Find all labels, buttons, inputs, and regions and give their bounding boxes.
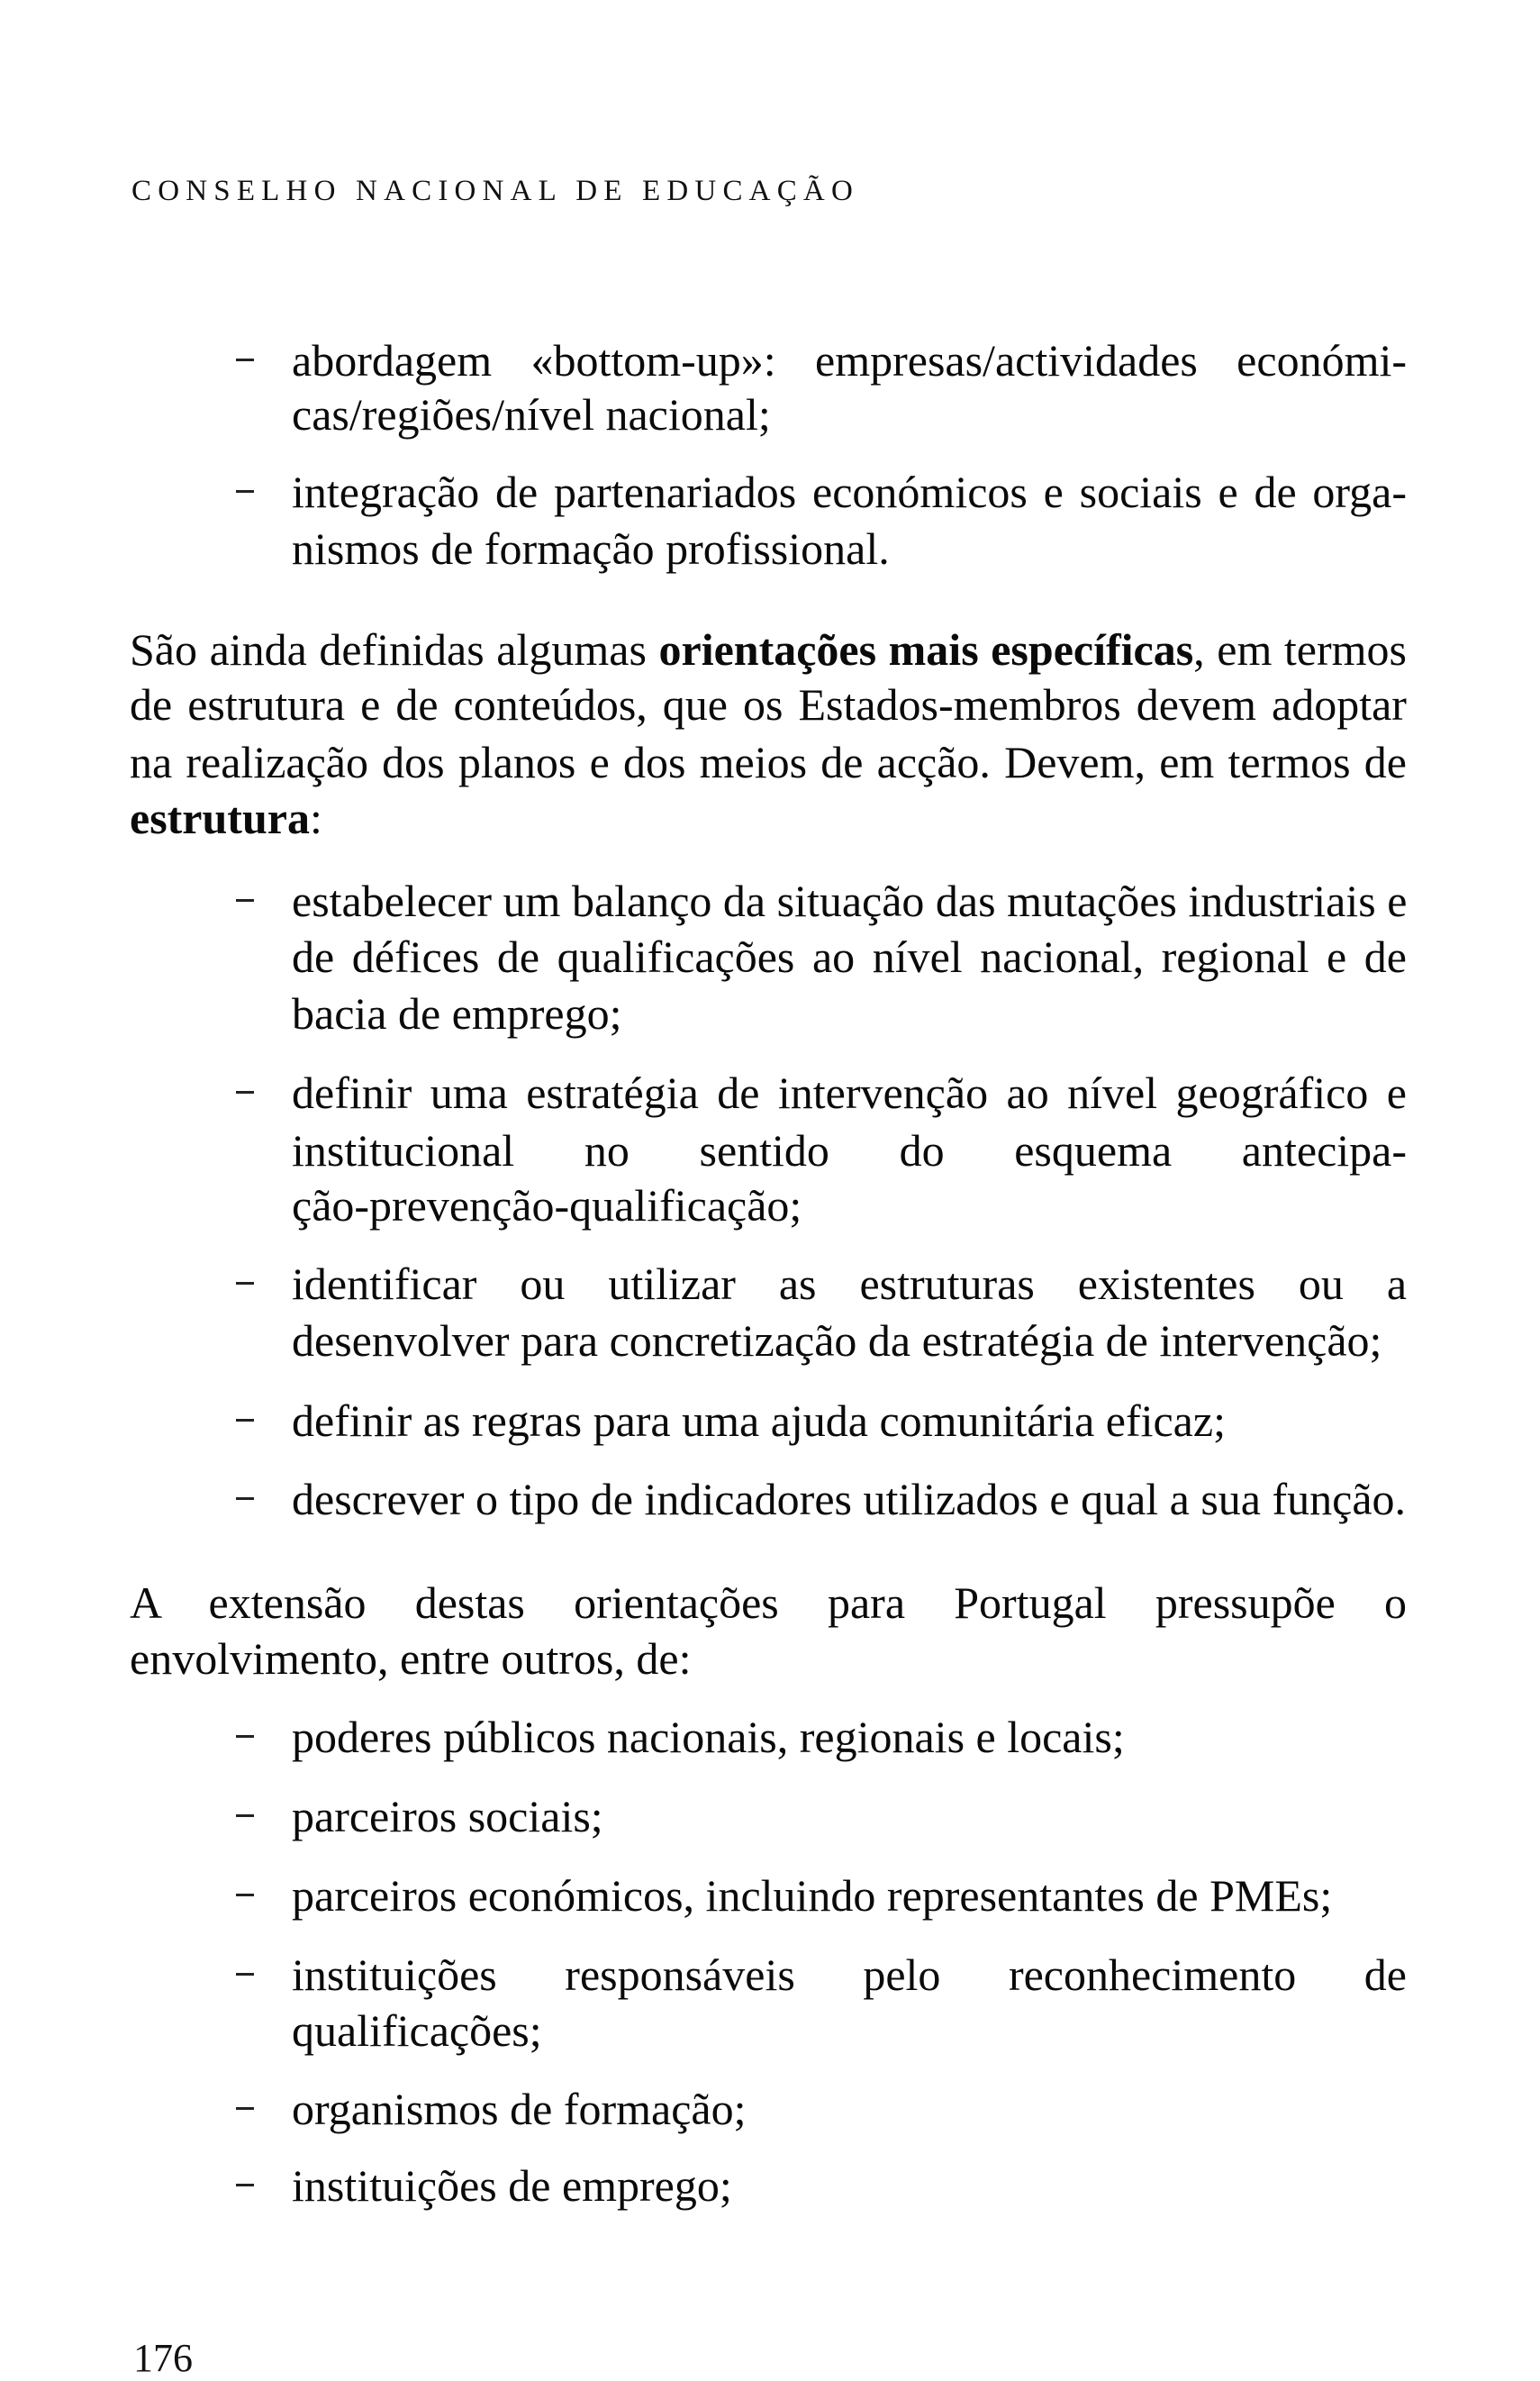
list-item-line: nismos de formação profissional. bbox=[292, 523, 890, 574]
list-item-line: qualificações; bbox=[292, 2005, 542, 2056]
list-item-line: de défices de qualificações ao nível nacional, regional e de bbox=[292, 931, 1407, 982]
list-item-line: cas/regiões/nível nacional; bbox=[292, 389, 771, 440]
dash-bullet-icon bbox=[236, 1894, 254, 1896]
list-item-line: definir uma estratégia de intervenção ao nível geográfico e bbox=[292, 1068, 1407, 1118]
paragraph-line: na realização dos planos e dos meios de acção. Devem, em termos de bbox=[130, 737, 1407, 787]
dash-bullet-icon bbox=[236, 1814, 254, 1817]
dash-bullet-icon bbox=[236, 1973, 254, 1976]
text-run: : bbox=[309, 793, 322, 843]
list-item-line: institucional no sentido do esquema antecipa- bbox=[292, 1125, 1408, 1176]
paragraph-line: envolvimento, entre outros, de: bbox=[130, 1633, 692, 1684]
list-item-line: instituições de emprego; bbox=[292, 2160, 732, 2211]
list-item-line: integração de partenariados económicos e sociais e de orga- bbox=[292, 467, 1408, 517]
dash-bullet-icon bbox=[236, 1735, 254, 1738]
list-item-line: parceiros sociais; bbox=[292, 1791, 603, 1841]
paragraph-line: de estrutura e de conteúdos, que os Estados-membros devem adoptar bbox=[130, 679, 1407, 730]
text-run: , em termos bbox=[1193, 624, 1407, 675]
running-header: CONSELHO NACIONAL DE EDUCAÇÃO bbox=[131, 175, 859, 207]
dash-bullet-icon bbox=[236, 1497, 254, 1500]
list-item-line: descrever o tipo de indicadores utilizados e qual a sua função. bbox=[292, 1474, 1407, 1524]
dash-bullet-icon bbox=[236, 2184, 254, 2186]
list-item-line: definir as regras para uma ajuda comunitária eficaz; bbox=[292, 1395, 1226, 1446]
bold-emphasis: estrutura bbox=[130, 793, 310, 843]
list-item-line: abordagem «bottom-up»: empresas/actividades económi- bbox=[292, 335, 1408, 386]
bold-emphasis: orientações mais específicas bbox=[658, 624, 1194, 675]
text-run: São ainda definidas algumas bbox=[130, 624, 659, 675]
paragraph-line: A extensão destas orientações para Portugal pressupõe o bbox=[130, 1577, 1408, 1628]
dash-bullet-icon bbox=[236, 1091, 254, 1094]
dash-bullet-icon bbox=[236, 1419, 254, 1422]
list-item-line: instituições responsáveis pelo reconhecimento de bbox=[292, 1949, 1407, 2000]
dash-bullet-icon bbox=[236, 359, 254, 361]
paragraph-line bbox=[130, 623, 1407, 677]
dash-bullet-icon bbox=[236, 490, 254, 493]
paragraph-line bbox=[130, 791, 1407, 845]
list-item-line: organismos de formação; bbox=[292, 2084, 747, 2134]
list-item-line: desenvolver para concretização da estratégia de intervenção; bbox=[292, 1315, 1382, 1366]
page-number: 176 bbox=[133, 2336, 193, 2380]
list-item-line: parceiros económicos, incluindo representantes de PMEs; bbox=[292, 1870, 1333, 1921]
list-item-line: ção-prevenção-qualificação; bbox=[292, 1180, 802, 1231]
dash-bullet-icon bbox=[236, 2107, 254, 2110]
list-item-line: bacia de emprego; bbox=[292, 988, 622, 1039]
list-item-line: identificar ou utilizar as estruturas existentes ou a bbox=[292, 1259, 1408, 1309]
dash-bullet-icon bbox=[236, 1282, 254, 1285]
list-item-line: poderes públicos nacionais, regionais e locais; bbox=[292, 1712, 1125, 1762]
dash-bullet-icon bbox=[236, 899, 254, 902]
list-item-line: estabelecer um balanço da situação das mutações industriais e bbox=[292, 876, 1408, 926]
